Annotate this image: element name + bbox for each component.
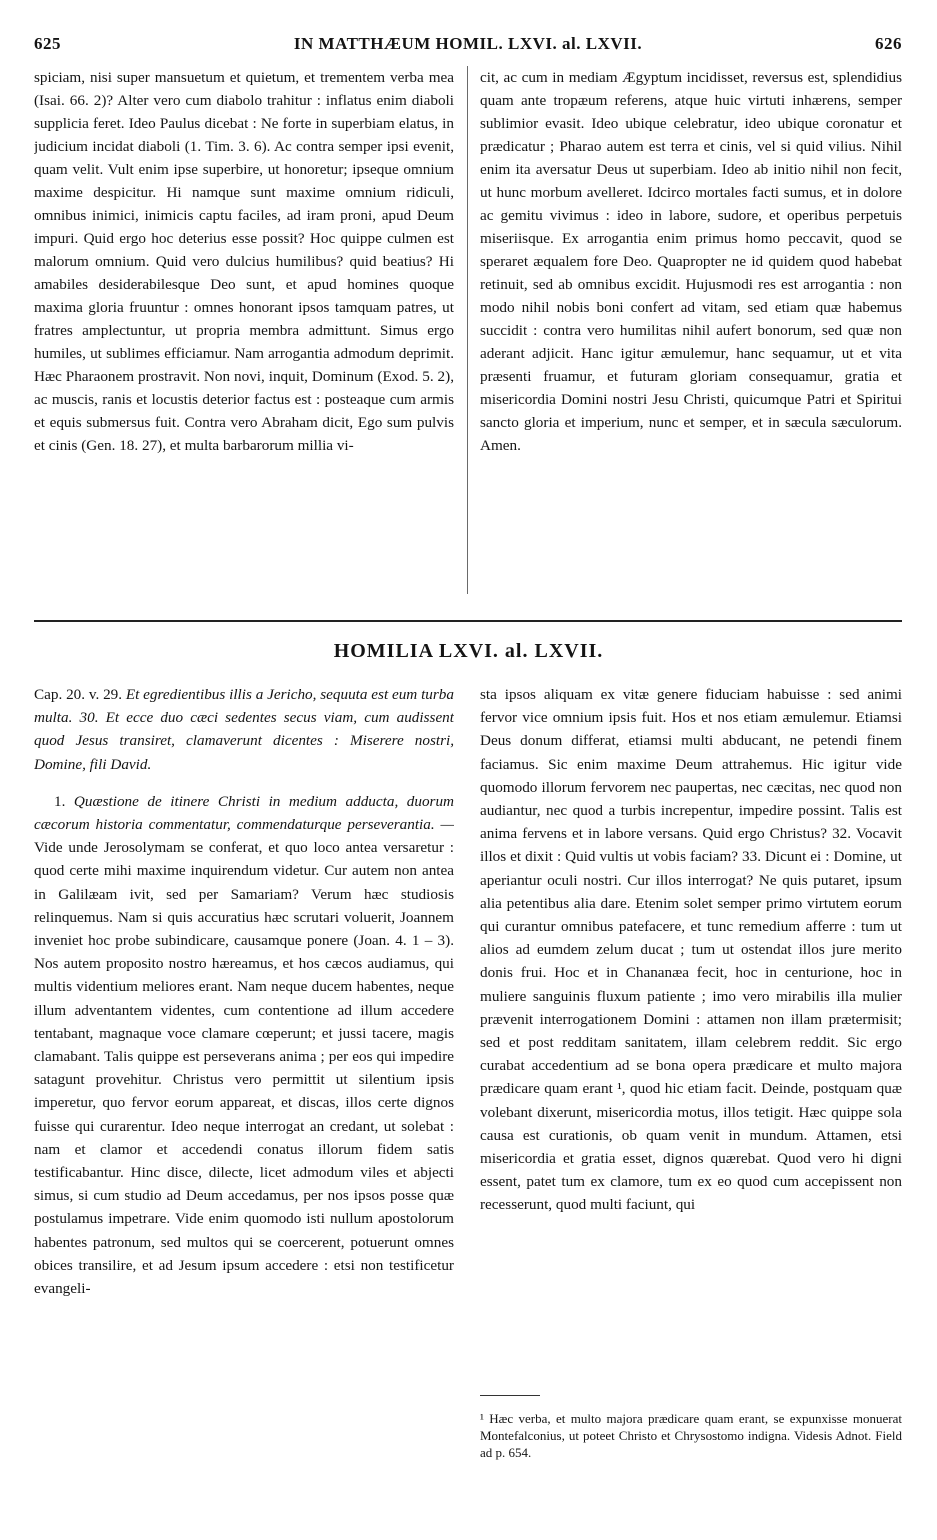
footnote-rule bbox=[480, 1395, 540, 1396]
column-divider bbox=[467, 66, 468, 594]
footnote: ¹ Hæc verba, et multo majora prædicare quam erant, se expunxisse monuerat Montefalconius, ut poteet Christo et Chrysostomo indigna. Videsis Adnot. Field ad p. 654. bbox=[480, 1411, 902, 1460]
running-title: IN MATTHÆUM HOMIL. LXVI. al. LXVII. bbox=[293, 34, 643, 53]
section-1-paragraph bbox=[34, 790, 454, 1300]
top-right-column bbox=[480, 66, 902, 601]
section-rule bbox=[34, 620, 902, 622]
chapter-argument bbox=[34, 683, 454, 776]
section-summary: Quæstione de itinere Christi in medium adducta, duorum cæcorum historia commentatur, commendaturque perseverantia. — bbox=[34, 792, 454, 834]
homily-title: HOMILIA LXVI. al. LXVII. bbox=[333, 640, 604, 662]
chapter-verse-label: Cap. 20. v. 29. bbox=[34, 686, 123, 703]
section-body-right: sta ipsos aliquam ex vitæ genere fiduciam habuisse : sed animi fervor vice omnium ipsis fuit. Hos et nos etiam æmulemur. Etiamsi Deus donum differat, etiamsi multi abducant, ne petendi finem faciamus. Sic enim maxime Deum attrahemus. Hic igitur vide quomodo illorum fervorem nec paupertas, nec cæcitas, nec quod non audiantur, nec quod a turbis increpentur, impedire possint. Talis est anima fervens et in labore versans. Quid ergo Christus? 32. Vocavit illos et dixit : Quid vultis ut vobis faciam? 33. Dicunt ei : Domine, ut aperiantur oculi nostri. Cur illos interrogat? Ne quis putaret, ipsum alia petentibus alia dare. Etenim solet semper primo virtutem eorum qui curantur omnibus patefacere, et tunc remedium afferre : tum ut alios ad eumdem zelum ducat ; tum ut ostendat illos jure merito donis frui. Hoc et in Chananæa fecit, hoc in centurione, hoc in muliere sanguinis fluxum patiente ; imo vero mirabilis illa mulier prævenit interrogationem Domini : attamen non illam prætermisit; sed et post redditam sanitatem, illam celebrem reddit. Sic ergo curabat accedentium ad se bona opera prædicare et multo majora prædicare quam erant ¹, quod hic etiam facit. Deinde, postquam quæ volebant dixerunt, misericordia motus, illos tetigit. Hæc quippe sola causa est curationis, ob quam venit in mundum. Attamen, etsi misericordia et gratia esset, dignos quærebat. Quod vero hi digni essent, patet tum ex clamore, tum ex eo quod cum accepissent non recesserunt, quod multi faciunt, qui bbox=[480, 686, 902, 1214]
page-number-left: 625 bbox=[34, 34, 61, 53]
section-number: 1. bbox=[54, 792, 66, 810]
page-number-right: 626 bbox=[875, 34, 902, 53]
section-body-left: Vide unde Jerosolymam se conferat, et quo loco antea versaretur : quod certe mihi maxime inquirendum videtur. Cur autem non antea in Galilæam ivit, sed per Samariam? Verum hæc studiosis relinquemus. Nam si quis accuratius hæc scrutari voluerit, Joannem inveniet hoc probe subindicare, causamque ponere (Joan. 4. 1 – 3). Nos autem proposito nostro hæreamus, et hos cæcos audiamus, qui multis videntium meliores erant. Nam neque ducem habentes, neque illum adventantem videntes, cum contentione ad illum accedere tentabant, magnaque voce clamare cœperunt; et jussi tacere, magis clamabant. Talis quippe est perseverans anima ; per eos qui impedire satagunt provehitur. Christus vero permittit ut silentium ipsis imperetur, quo fervor eorum appareat, et discas, illos certe dignos fuisse qui curarentur. Ideo neque interrogat an credant, ut solebat : nam et clamor et accedendi conatus illorum fidem satis testificabantur. Hinc disce, dilecte, licet admodum viles et abjecti simus, si cum studio ad Deum accedamus, per nos ipsos posse quæ postulamus impetrare. Vide enim quomodo isti nullum apostolorum habentes patronum, sed multos qui se coercerent, potuerunt omnes obices transilire, et ad Jesum ipsum accedere : etsi non testificetur evangeli- bbox=[34, 839, 454, 1298]
bottom-left-column bbox=[34, 683, 454, 1483]
bottom-right-column bbox=[480, 683, 902, 1383]
top-left-text: spiciam, nisi super mansuetum et quietum, et trementem verba mea (Isai. 66. 2)? Alter vero cum diabolo trahitur : inflatus enim diaboli supplicia feret. Ideo Paulus dicebat : Ne forte in superbiam elatus, in judicium incidat diaboli (1. Tim. 3. 6). Ac contra semper ipsi evenit, quam velit. Vult enim ipse superbire, ut honoretur; ipseque omnium maxime despicitur. Hi namque sunt maxime omnium ridiculi, omnibus inimici, inimicis captu faciles, ad iram proni, apud Deum impuri. Quid ergo hoc deterius esse possit? Hoc quippe culmen est malorum omnium. Quid vero dulcius humilibus? quid beatius? Hi amabiles desiderabilesque Deo sunt, et apud homines quoque maxima gloria fruuntur : omnes honorant ipsos tamquam patres, ut fratres amplectuntur, ut propria membra admittunt. Simus ergo humiles, ut sublimes efficiamur. Nam arrogantia admodum deprimit. Hæc Pharaonem prostravit. Non novi, inquit, Dominum (Exod. 5. 2), ac muscis, ranis et locustis deterior factus est : posteaque cum armis et equis submersus fuit. Contra vero Abraham dicit, Ego sum pulvis et cinis (Gen. 18. 27), et multa barbarorum millia vi- bbox=[34, 69, 454, 454]
top-left-column bbox=[34, 66, 454, 601]
argument-text: Et egredientibus illis a Jericho, sequuta est eum turba multa. 30. Et ecce duo cæci sedentes secus viam, cum audissent quod Jesus transiret, clamaverunt dicentes : Miserere nostri, Domine, fili David. bbox=[34, 686, 454, 773]
top-right-text: cit, ac cum in mediam Ægyptum incidisset, reversus est, splendidius quam ante tropæum referens, atque huic virtuti inhærens, semper sublimior evasit. Ideo ubique celebratur, ideo ubique coronatur et prædicatur ; Pharao autem est terra et cinis, vel si quid vilius. Nihil enim ita aversatur Deus ut superbiam. Ideo ab initio nihil non fecit, ut hunc morbum avelleret. Idcirco mortales facti sumus, et in dolore ac gemitu vivimus : ideo in labore, sudore, et operibus perpetuis miseriisque. Ex arrogantia enim primus homo peccavit, quod se speraret æqualem fore Deo. Quapropter ne id quidem quod habebat retinuit, sed ab omnibus excidit. Hujusmodi res est arrogantia : non modo nihil nobis boni confert ad vitam, sed etiam quæ habemus succidit : contra vero humilitas nihil aufert bonorum, sed quæ non aderant adjicit. Hanc igitur æmulemur, hanc sequamur, ut et vita præsenti fruamur, et futuram gloriam consequamur, gratia et misericordia Domini nostri Jesu Christi, quicumque Patri et Spiritui sancto gloria et imperium, nunc et semper, et in sæcula sæculorum. Amen. bbox=[480, 69, 902, 454]
running-head bbox=[34, 34, 902, 60]
